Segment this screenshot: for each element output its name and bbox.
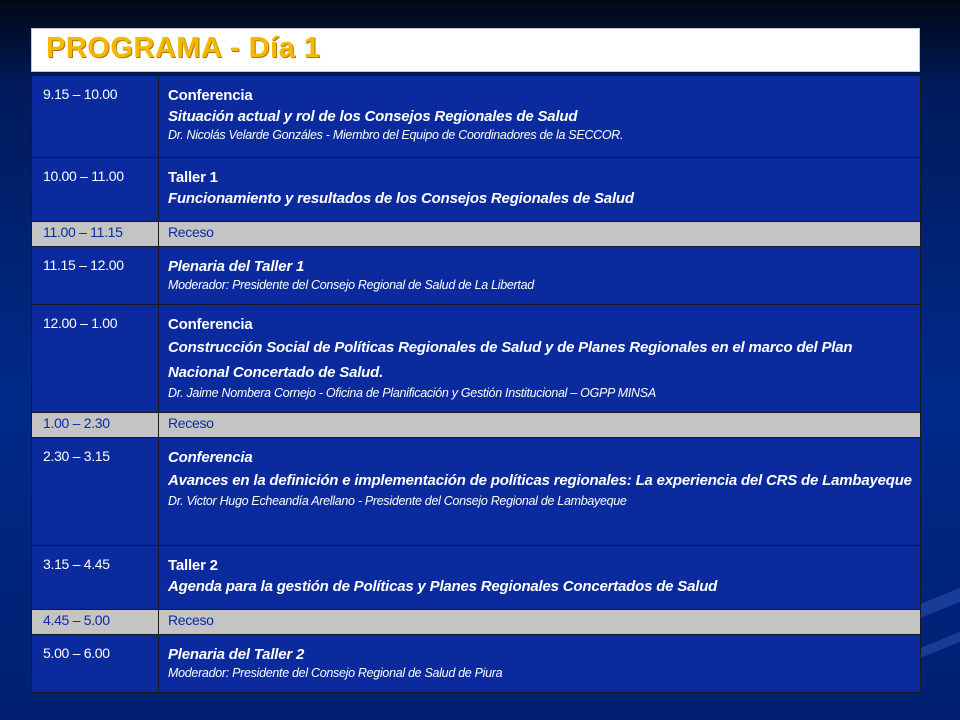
time-cell: 11.00 – 11.15 [32,222,159,247]
session-speaker: Dr. Victor Hugo Echeandía Arellano - Presidente del Consejo Regional de Lambayeque [168,494,627,508]
table-row [32,438,921,546]
table-row [32,305,921,413]
session-speaker: Dr. Jaime Nombera Cornejo - Oficina de Planificación y Gestión Institucional – OGPP MINSA [168,386,656,400]
description-cell [159,305,921,413]
break-label: Receso [159,610,921,635]
table-row [32,610,921,635]
time-cell: 5.00 – 6.00 [32,635,159,693]
table-row [32,158,921,222]
break-label: Receso [159,222,921,247]
description-cell [159,635,921,693]
session-topic: Agenda para la gestión de Políticas y Planes Regionales Concertados de Salud [168,578,718,595]
break-label: Receso [159,413,921,438]
session-type: Conferencia [168,449,253,466]
table-row [32,222,921,247]
time-cell: 3.15 – 4.45 [32,546,159,610]
session-type: Plenaria del Taller 1 [168,258,305,275]
description-cell [159,158,921,222]
session-type: Conferencia [168,87,253,104]
session-topic: Construcción Social de Políticas Regionales de Salud y de Planes Regionales en el marco del Plan Nacional Concertado de Salud. [168,339,853,381]
session-type: Taller 1 [168,169,218,186]
session-type: Plenaria del Taller 2 [168,646,305,663]
page-title: PROGRAMA - Día 1 [46,32,321,64]
session-topic: Avances en la definición e implementación de políticas regionales: La experiencia del CRS de Lambayeque [168,472,912,489]
time-cell: 11.15 – 12.00 [32,247,159,305]
time-cell: 10.00 – 11.00 [32,158,159,222]
session-type: Conferencia [168,316,253,333]
schedule-table [31,75,921,693]
session-speaker: Dr. Nicolás Velarde Gonzáles - Miembro del Equipo de Coordinadores de la SECCOR. [168,128,624,142]
time-cell: 1.00 – 2.30 [32,413,159,438]
session-type: Taller 2 [168,557,218,574]
session-speaker: Moderador: Presidente del Consejo Regional de Salud de Piura [168,666,503,680]
time-cell: 4.45 – 5.00 [32,610,159,635]
time-cell: 9.15 – 10.00 [32,76,159,158]
description-cell [159,247,921,305]
table-row [32,635,921,693]
description-cell [159,76,921,158]
table-row [32,76,921,158]
time-cell: 2.30 – 3.15 [32,438,159,546]
time-cell: 12.00 – 1.00 [32,305,159,413]
table-row [32,413,921,438]
session-topic: Funcionamiento y resultados de los Consejos Regionales de Salud [168,190,634,207]
session-speaker: Moderador: Presidente del Consejo Regional de Salud de La Libertad [168,278,534,292]
session-topic: Situación actual y rol de los Consejos Regionales de Salud [168,108,578,125]
table-row [32,247,921,305]
description-cell [159,438,921,546]
title-bar [31,28,920,72]
description-cell [159,546,921,610]
table-row [32,546,921,610]
